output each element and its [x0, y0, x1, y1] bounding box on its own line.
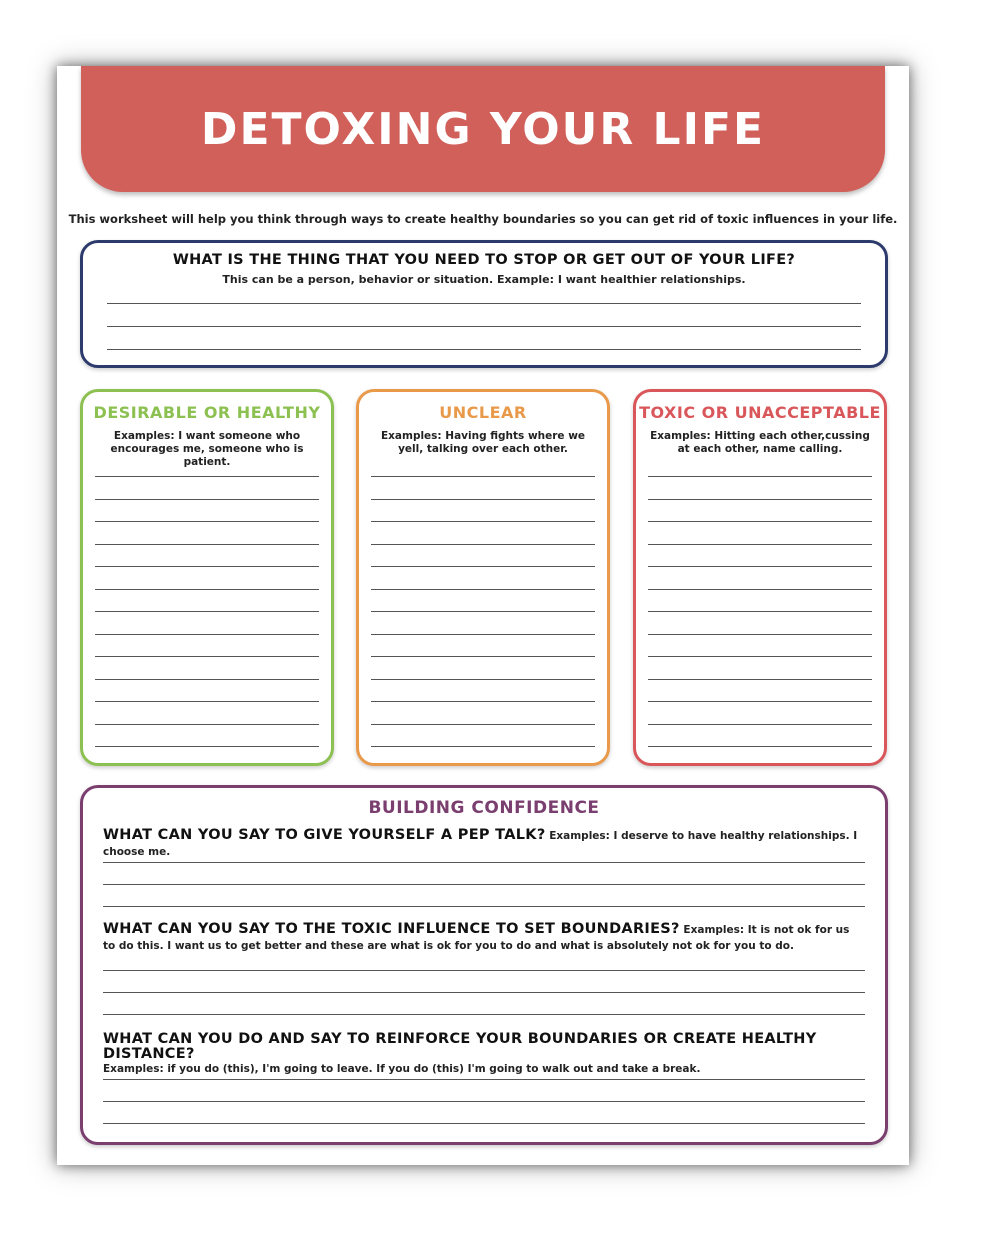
pep-talk-question [103, 828, 865, 860]
answer-line[interactable] [103, 992, 865, 993]
stop-question-box [80, 240, 888, 368]
building-confidence-box [80, 785, 888, 1145]
unclear-column [356, 389, 610, 766]
answer-line[interactable] [371, 724, 595, 725]
unclear-column-examples: Examples: Having fights where we yell, talking over each other. [380, 430, 586, 455]
toxic-column [633, 389, 887, 766]
answer-line[interactable] [371, 746, 595, 747]
title-banner [81, 66, 885, 192]
answer-line[interactable] [103, 1079, 865, 1080]
toxic-column-title: TOXIC OR UNACCEPTABLE [639, 403, 881, 422]
answer-line[interactable] [103, 1123, 865, 1124]
set-boundaries-question-title: WHAT CAN YOU SAY TO THE TOXIC INFLUENCE TO SET BOUNDARIES? [103, 921, 680, 937]
answer-line[interactable] [95, 656, 319, 657]
answer-line[interactable] [648, 656, 872, 657]
answer-line[interactable] [371, 566, 595, 567]
answer-line[interactable] [648, 611, 872, 612]
answer-line[interactable] [648, 746, 872, 747]
worksheet-page [57, 66, 909, 1165]
healthy-column [80, 389, 334, 766]
set-boundaries-question-examples: Examples: It is not ok for us to do this. I want us to get better and these are what is ok for you to do and what is absolutely not ok for you to do. [103, 924, 850, 952]
set-boundaries-answer-lines[interactable] [103, 970, 865, 1016]
healthy-column-examples: Examples: I want someone who encourages me, someone who is patient. [110, 430, 304, 468]
answer-line[interactable] [371, 476, 595, 477]
answer-line[interactable] [103, 1014, 865, 1015]
answer-line[interactable] [95, 701, 319, 702]
answer-line[interactable] [95, 724, 319, 725]
answer-line[interactable] [648, 499, 872, 500]
answer-line[interactable] [648, 679, 872, 680]
answer-line[interactable] [107, 326, 861, 327]
pep-talk-question-title: WHAT CAN YOU SAY TO GIVE YOURSELF A PEP TALK? [103, 827, 546, 843]
answer-line[interactable] [648, 589, 872, 590]
answer-line[interactable] [103, 970, 865, 971]
answer-line[interactable] [371, 611, 595, 612]
toxic-answer-lines[interactable] [648, 476, 872, 756]
answer-line[interactable] [103, 884, 865, 885]
answer-line[interactable] [95, 521, 319, 522]
page-title: DETOXING YOUR LIFE [200, 103, 766, 155]
intro-text: This worksheet will help you think through ways to create healthy boundaries so you can get rid of toxic influences in your life. [68, 212, 898, 226]
stop-question-title: WHAT IS THE THING THAT YOU NEED TO STOP OR GET OUT OF YOUR LIFE? [172, 252, 796, 268]
answer-line[interactable] [371, 634, 595, 635]
healthy-answer-lines[interactable] [95, 476, 319, 756]
answer-line[interactable] [95, 566, 319, 567]
answer-line[interactable] [648, 701, 872, 702]
pep-talk-answer-lines[interactable] [103, 862, 865, 908]
answer-line[interactable] [95, 746, 319, 747]
answer-line[interactable] [371, 656, 595, 657]
set-boundaries-question [103, 922, 865, 954]
answer-line[interactable] [371, 521, 595, 522]
answer-line[interactable] [648, 521, 872, 522]
answer-line[interactable] [95, 589, 319, 590]
answer-line[interactable] [648, 476, 872, 477]
answer-line[interactable] [103, 862, 865, 863]
answer-line[interactable] [371, 589, 595, 590]
answer-line[interactable] [648, 544, 872, 545]
reinforce-boundaries-question-title: WHAT CAN YOU DO AND SAY TO REINFORCE YOUR BOUNDARIES OR CREATE HEALTHY DISTANCE? [103, 1031, 817, 1062]
answer-line[interactable] [95, 544, 319, 545]
healthy-column-title: DESIRABLE OR HEALTHY [93, 403, 321, 422]
answer-line[interactable] [648, 724, 872, 725]
answer-line[interactable] [95, 679, 319, 680]
answer-line[interactable] [95, 499, 319, 500]
building-confidence-title: BUILDING CONFIDENCE [368, 798, 600, 818]
stop-question-subtitle: This can be a person, behavior or situation. Example: I want healthier relationships. [222, 273, 746, 286]
answer-line[interactable] [371, 499, 595, 500]
answer-line[interactable] [107, 303, 861, 304]
answer-line[interactable] [371, 544, 595, 545]
answer-line[interactable] [103, 1101, 865, 1102]
pep-talk-question-examples: Examples: I deserve to have healthy relationships. I choose me. [103, 830, 858, 858]
answer-line[interactable] [95, 634, 319, 635]
answer-line[interactable] [371, 701, 595, 702]
answer-line[interactable] [95, 611, 319, 612]
answer-line[interactable] [648, 634, 872, 635]
reinforce-boundaries-answer-lines[interactable] [103, 1079, 865, 1125]
answer-line[interactable] [107, 349, 861, 350]
answer-line[interactable] [95, 476, 319, 477]
answer-line[interactable] [371, 679, 595, 680]
reinforce-boundaries-question [103, 1032, 865, 1077]
answer-line[interactable] [648, 566, 872, 567]
answer-line[interactable] [103, 906, 865, 907]
unclear-column-title: UNCLEAR [439, 403, 527, 422]
stop-question-answer-lines[interactable] [107, 303, 861, 363]
unclear-answer-lines[interactable] [371, 476, 595, 756]
reinforce-boundaries-question-examples: Examples: if you do (this), I'm going to leave. If you do (this) I'm going to walk out and take a break. [103, 1063, 701, 1075]
toxic-column-examples: Examples: Hitting each other,cussing at each other, name calling. [650, 430, 870, 455]
